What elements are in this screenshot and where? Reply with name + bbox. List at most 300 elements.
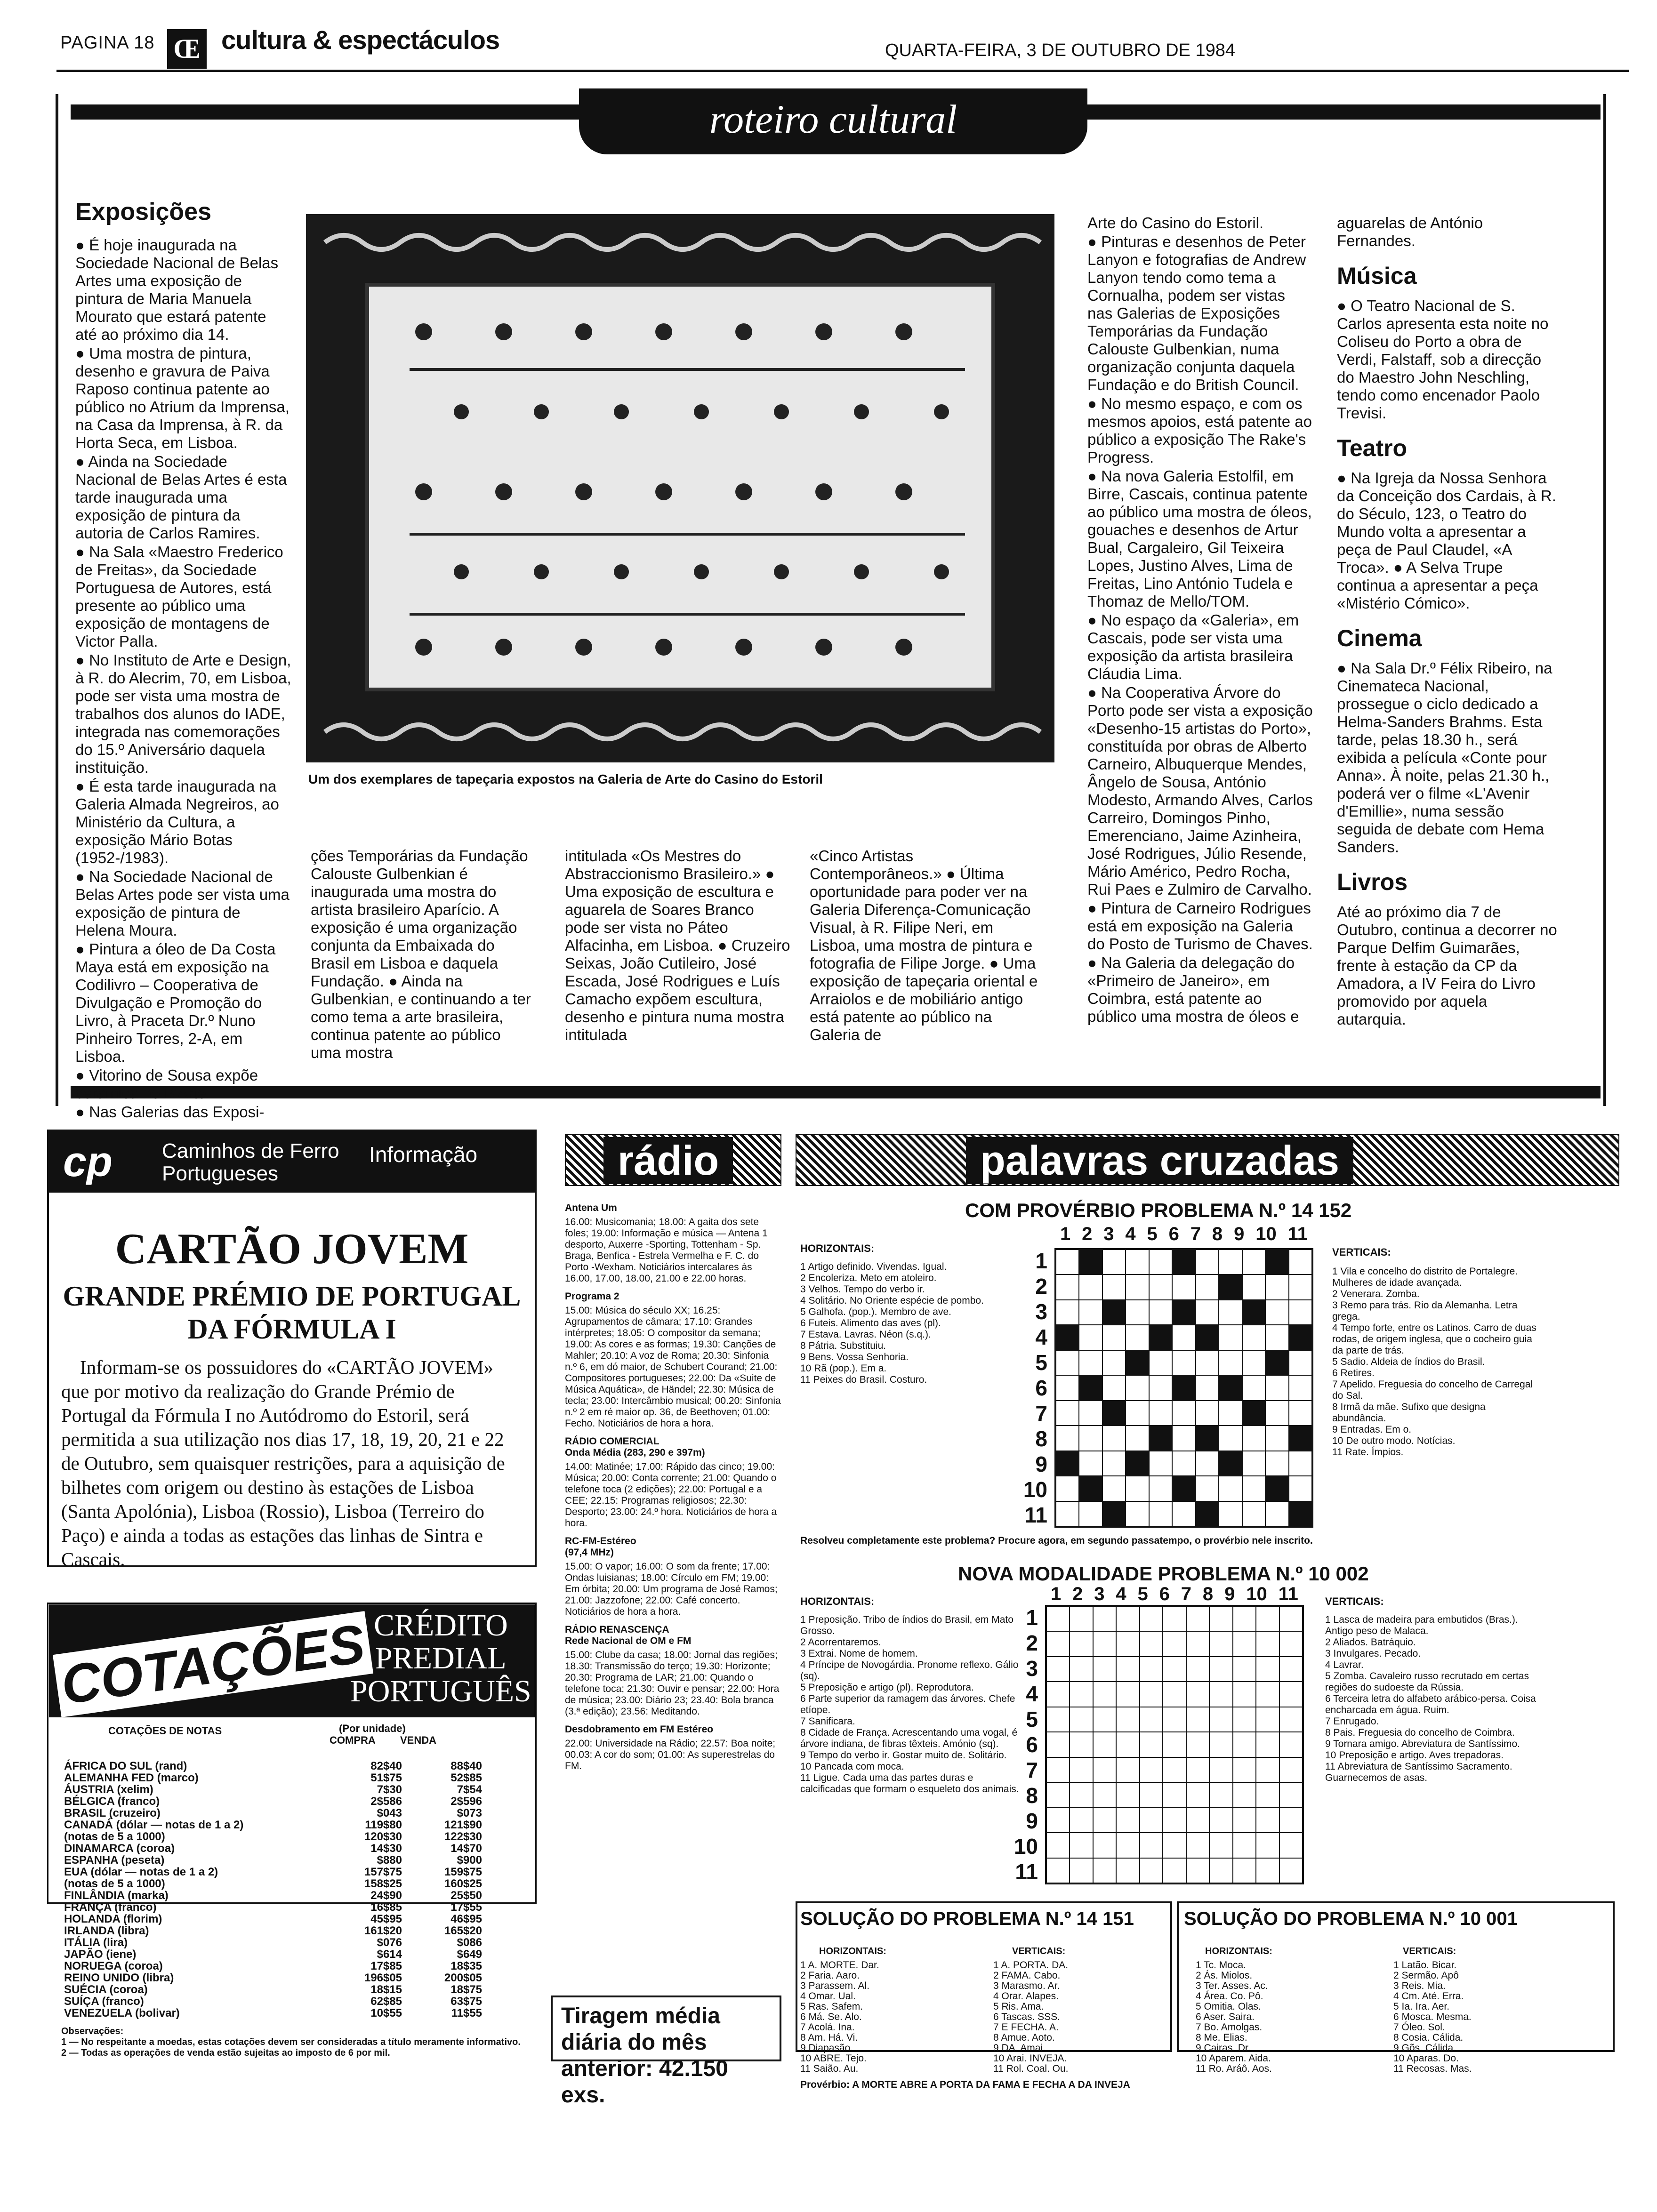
grid-cell[interactable]	[1056, 1375, 1079, 1400]
grid-cell[interactable]	[1219, 1325, 1242, 1350]
grid-row-number: 9	[1026, 1809, 1038, 1833]
bank-name-line1: CRÉDITO	[373, 1608, 508, 1643]
grid-cell[interactable]	[1289, 1250, 1312, 1274]
grid-cell[interactable]	[1279, 1732, 1303, 1757]
grid-cell[interactable]	[1140, 1808, 1163, 1833]
grid-cell[interactable]	[1056, 1426, 1079, 1451]
grid-cell[interactable]	[1233, 1757, 1256, 1782]
station-title: RC-FM-Estéreo	[565, 1536, 636, 1547]
grid-cell[interactable]	[1242, 1426, 1265, 1451]
grid-cell[interactable]	[1265, 1325, 1288, 1350]
news-item: ● Na Sala Dr.º Félix Ribeiro, na Cinemateca Nacional, prossegue o ciclo dedicado a Helma-Sanders Brahms. Esta tarde, pelas 18.30 h., será exibida a película «Conte pour Anna». À noite, pelas 21.30 h., poderá ver o filme «L'Avenir d'Emillie», numa sessão seguida de debate com Hema Sanders.	[1337, 659, 1552, 856]
grid-cell[interactable]	[1279, 1782, 1303, 1807]
teatro-heading: Teatro	[1337, 435, 1408, 461]
grid-cell[interactable]	[1233, 1657, 1256, 1682]
grid-cell[interactable]	[1163, 1782, 1186, 1807]
clue: 11 Abreviatura de Santíssimo Sacramento. Guarnecemos de asas.	[1325, 1761, 1512, 1783]
grid-cell[interactable]	[1186, 1858, 1209, 1883]
grid-cell[interactable]	[1070, 1757, 1093, 1782]
grid-cell[interactable]	[1233, 1782, 1256, 1807]
grid-cell[interactable]	[1265, 1501, 1288, 1526]
circulation-box: Tiragem média diária do mês anterior: 42.150 exs.	[551, 1996, 781, 2061]
grid-cell[interactable]	[1093, 1657, 1116, 1682]
cp-company-line1: Caminhos de Ferro	[162, 1139, 339, 1162]
cp-company-line2: Portugueses	[162, 1162, 279, 1185]
grid-cell[interactable]	[1196, 1401, 1219, 1426]
solution-entry: 11 Saião. Au.	[800, 2063, 859, 2074]
grid-cell[interactable]	[1186, 1757, 1209, 1782]
grid-cell	[1126, 1350, 1149, 1375]
grid-cell[interactable]	[1279, 1757, 1303, 1782]
solution-entry: 1 Latão. Bicar.	[1393, 1960, 1457, 1971]
grid-cell[interactable]	[1219, 1350, 1242, 1375]
grid-cell[interactable]	[1093, 1631, 1116, 1656]
grid-cell[interactable]	[1140, 1707, 1163, 1732]
grid-cell	[1172, 1300, 1195, 1325]
grid-row-number: 7	[1035, 1401, 1047, 1426]
grid-cell[interactable]	[1209, 1782, 1232, 1807]
grid-cell[interactable]	[1279, 1631, 1303, 1656]
clue: 7 Estava. Lavras. Néon (s.q.).	[800, 1329, 931, 1340]
grid-cell[interactable]	[1279, 1606, 1303, 1631]
grid-cell[interactable]	[1070, 1808, 1093, 1833]
grid-cell[interactable]	[1265, 1375, 1288, 1400]
cotacao-buy: 82$40	[370, 1760, 402, 1772]
grid-cell[interactable]	[1186, 1631, 1209, 1656]
clue: 1 Vila e concelho do distrito de Portalegre. Mulheres de idade avançada.	[1332, 1266, 1518, 1288]
grid-cell[interactable]	[1186, 1657, 1209, 1682]
grid-cell[interactable]	[1242, 1274, 1265, 1299]
grid-cell[interactable]	[1116, 1858, 1139, 1883]
grid-cell[interactable]	[1163, 1858, 1186, 1883]
grid-cell[interactable]	[1265, 1451, 1288, 1476]
grid-cell[interactable]	[1256, 1757, 1279, 1782]
grid-cell[interactable]	[1289, 1300, 1312, 1325]
grid-cell	[1079, 1250, 1102, 1274]
grid-col-number: 11	[1287, 1224, 1308, 1244]
grid-cell[interactable]	[1172, 1325, 1195, 1350]
cotacao-buy: 51$75	[370, 1771, 402, 1784]
grid-cell[interactable]	[1126, 1401, 1149, 1426]
grid-cell[interactable]	[1209, 1682, 1232, 1707]
grid-cell[interactable]	[1196, 1300, 1219, 1325]
grid-cell[interactable]	[1196, 1350, 1219, 1375]
grid-cell[interactable]	[1070, 1732, 1093, 1757]
grid-cell[interactable]	[1186, 1707, 1209, 1732]
grid-cell[interactable]	[1279, 1682, 1303, 1707]
cotacao-buy: 16$85	[370, 1901, 402, 1914]
grid-cell[interactable]	[1209, 1606, 1232, 1631]
news-item: ● No espaço da «Galeria», em Cascais, pode ser vista uma exposição da artista brasileira Cláudia Lima.	[1087, 611, 1299, 682]
grid-cell[interactable]	[1126, 1325, 1149, 1350]
bottom-band	[71, 1086, 1601, 1098]
grid-cell[interactable]	[1163, 1631, 1186, 1656]
grid-row-number: 3	[1035, 1299, 1047, 1324]
grid-cell[interactable]	[1140, 1606, 1163, 1631]
grid-cell[interactable]	[1163, 1657, 1186, 1682]
grid-cell[interactable]	[1070, 1782, 1093, 1807]
grid-cell[interactable]	[1149, 1274, 1172, 1299]
grid-cell[interactable]	[1289, 1274, 1312, 1299]
grid-cell[interactable]	[1116, 1732, 1139, 1757]
grid-cell[interactable]	[1140, 1657, 1163, 1682]
clue: 7 Enrugado.	[1325, 1716, 1379, 1727]
grid-cell[interactable]	[1140, 1858, 1163, 1883]
grid-cell[interactable]	[1102, 1250, 1126, 1274]
grid-cell[interactable]	[1172, 1274, 1195, 1299]
grid-cell[interactable]	[1265, 1426, 1288, 1451]
cotacao-buy: 10$55	[370, 2007, 402, 2020]
grid-cell[interactable]	[1265, 1300, 1288, 1325]
grid-cell	[1265, 1250, 1288, 1274]
grid-cell	[1265, 1350, 1288, 1375]
solution-entry: 2 Faria. Aaro.	[800, 1970, 860, 1981]
grid-cell[interactable]	[1070, 1682, 1093, 1707]
grid-cell[interactable]	[1233, 1808, 1256, 1833]
clue: 1 Preposição. Tribo de índios do Brasil, em Mato Grosso.	[800, 1614, 1014, 1636]
grid-cell[interactable]	[1140, 1833, 1163, 1858]
grid-cell[interactable]	[1163, 1606, 1186, 1631]
roteiro-banner: roteiro cultural	[579, 88, 1087, 154]
cotacao-sell: 52$85	[450, 1771, 482, 1784]
grid-cell[interactable]	[1256, 1833, 1279, 1858]
grid-cell[interactable]	[1256, 1682, 1279, 1707]
grid-cell[interactable]	[1102, 1350, 1126, 1375]
grid-cell[interactable]	[1046, 1757, 1070, 1782]
grid-cell[interactable]	[1233, 1858, 1256, 1883]
grid-cell[interactable]	[1093, 1757, 1116, 1782]
grid-cell[interactable]	[1233, 1732, 1256, 1757]
grid-cell[interactable]	[1093, 1858, 1116, 1883]
grid-cell[interactable]	[1102, 1274, 1126, 1299]
grid-cell[interactable]	[1242, 1350, 1265, 1375]
grid-cell[interactable]	[1116, 1707, 1139, 1732]
solution-entry: 7 Acolá. Ina.	[800, 2022, 855, 2033]
grid-cell[interactable]	[1186, 1808, 1209, 1833]
grid-cell[interactable]	[1149, 1375, 1172, 1400]
grid-cell[interactable]	[1070, 1858, 1093, 1883]
grid-cell[interactable]	[1149, 1401, 1172, 1426]
grid-cell[interactable]	[1256, 1657, 1279, 1682]
cotacao-row	[61, 1772, 485, 1784]
grid-cell[interactable]	[1242, 1375, 1265, 1400]
grid-cell[interactable]	[1102, 1375, 1126, 1400]
grid-cell[interactable]	[1242, 1451, 1265, 1476]
grid-cell[interactable]	[1126, 1300, 1149, 1325]
grid-cell[interactable]	[1102, 1426, 1126, 1451]
solution-entry: 6 Má. Se. Alo.	[800, 2012, 862, 2022]
grid-cell[interactable]	[1149, 1476, 1172, 1501]
cotacao-row	[61, 1890, 485, 1901]
solution-entry: 5 Ris. Ama.	[993, 2001, 1044, 2012]
grid-cell[interactable]	[1163, 1833, 1186, 1858]
grid-cell[interactable]	[1279, 1833, 1303, 1858]
grid-cell[interactable]	[1186, 1782, 1209, 1807]
grid-cell[interactable]	[1079, 1501, 1102, 1526]
text-column-5	[1087, 214, 1313, 1026]
grid-cell	[1149, 1426, 1172, 1451]
grid-cell[interactable]	[1219, 1300, 1242, 1325]
grid-cell[interactable]	[1070, 1833, 1093, 1858]
grid-cell[interactable]	[1056, 1250, 1079, 1274]
clue: 5 Sadio. Aldeia de índios do Brasil.	[1332, 1356, 1485, 1367]
grid-cell[interactable]	[1163, 1707, 1186, 1732]
grid-cell[interactable]	[1256, 1732, 1279, 1757]
sol2-verticais	[1393, 1960, 1549, 2074]
grid-cell[interactable]	[1265, 1274, 1288, 1299]
grid-cell[interactable]	[1279, 1808, 1303, 1833]
grid-cell[interactable]	[1079, 1274, 1102, 1299]
cotacao-buy: 18$15	[370, 1983, 402, 1996]
grid-cell[interactable]	[1219, 1250, 1242, 1274]
grid-cell	[1172, 1250, 1195, 1274]
station-subtitle: Rede Nacional de OM e FM	[565, 1635, 692, 1646]
grid-cell[interactable]	[1079, 1350, 1102, 1375]
grid-cell[interactable]	[1046, 1606, 1070, 1631]
grid-cell[interactable]	[1209, 1707, 1232, 1732]
grid-cell[interactable]	[1279, 1707, 1303, 1732]
sol2-h-label: HORIZONTAIS:	[1205, 1946, 1272, 1956]
grid-cell[interactable]	[1172, 1426, 1195, 1451]
grid-cell[interactable]	[1196, 1476, 1219, 1501]
grid-cell	[1102, 1300, 1126, 1325]
grid-cell[interactable]	[1209, 1808, 1232, 1833]
grid-cell[interactable]	[1126, 1375, 1149, 1400]
grid-cell[interactable]	[1149, 1300, 1172, 1325]
grid-cell[interactable]	[1093, 1606, 1116, 1631]
grid-cell[interactable]	[1265, 1401, 1288, 1426]
grid-cell	[1079, 1375, 1102, 1400]
grid-cell[interactable]	[1242, 1476, 1265, 1501]
grid-cell[interactable]	[1046, 1782, 1070, 1807]
grid-cell[interactable]	[1149, 1451, 1172, 1476]
grid-cell[interactable]	[1140, 1757, 1163, 1782]
station-title: Antena Um	[565, 1202, 617, 1213]
frame-left	[56, 94, 58, 1106]
text-column: intitulada «Os Mestres do Abstraccionismo Brasileiro.» ● Uma exposição de escultura e aguarela de Soares Branco pode ser vista no Páteo Alfacinha, em Lisboa. ● Cruzeiro Seixas, João Cutileiro, José Escada, José Rodrigues e Luís Camacho expõem escultura, desenho e pintura numa mostra intitulada	[565, 847, 790, 1043]
grid-cell[interactable]	[1126, 1426, 1149, 1451]
news-item: ● É hoje inaugurada na Sociedade Nacional de Belas Artes uma exposição de pintura de Maria Manuela Mourato que estará patente até ao próximo dia 14.	[75, 236, 279, 343]
grid-cell[interactable]	[1093, 1808, 1116, 1833]
cotacao-currency: EUA (dólar — notas de 1 a 2)	[64, 1866, 218, 1878]
cotacao-buy: 62$85	[370, 1995, 402, 2008]
cotacao-row	[61, 1972, 485, 1984]
grid-col-number: 8	[1202, 1584, 1214, 1604]
grid-cell	[1102, 1501, 1126, 1526]
grid-cell[interactable]	[1186, 1606, 1209, 1631]
grid-cell[interactable]	[1242, 1250, 1265, 1274]
grid-cell[interactable]	[1233, 1606, 1256, 1631]
cotacao-buy: 120$30	[364, 1830, 402, 1843]
p2-verticais-label: VERTICAIS:	[1325, 1595, 1384, 1607]
grid-cell[interactable]	[1070, 1657, 1093, 1682]
grid-cell[interactable]	[1046, 1808, 1070, 1833]
grid-cell[interactable]	[1196, 1451, 1219, 1476]
grid-cell[interactable]	[1093, 1782, 1116, 1807]
grid-cell[interactable]	[1149, 1250, 1172, 1274]
grid-cell[interactable]	[1116, 1606, 1139, 1631]
solution-entry: 8 Me. Elias.	[1196, 2032, 1247, 2043]
crossword-grid-2[interactable]	[1045, 1605, 1304, 1884]
grid-cell[interactable]	[1056, 1401, 1079, 1426]
grid-cell[interactable]	[1279, 1657, 1303, 1682]
grid-cell[interactable]	[1209, 1858, 1232, 1883]
grid-cell[interactable]	[1093, 1833, 1116, 1858]
grid-cell[interactable]	[1186, 1833, 1209, 1858]
grid-cell[interactable]	[1219, 1476, 1242, 1501]
grid-cell[interactable]	[1116, 1782, 1139, 1807]
news-item: ● Ainda na Sociedade Nacional de Belas Artes é esta tarde inaugurada uma exposição de pintura da autoria de Carlos Ramires.	[75, 453, 287, 542]
grid-cell[interactable]	[1046, 1631, 1070, 1656]
cotacao-sell: $900	[457, 1854, 482, 1867]
grid-cell[interactable]	[1209, 1657, 1232, 1682]
cotacao-currency: CANADÁ (dólar — notas de 1 a 2)	[64, 1819, 244, 1831]
grid-cell[interactable]	[1070, 1631, 1093, 1656]
grid-cell[interactable]	[1116, 1682, 1139, 1707]
cotacao-buy: 2$586	[370, 1795, 402, 1808]
grid-cell[interactable]	[1233, 1682, 1256, 1707]
grid-cell[interactable]	[1256, 1606, 1279, 1631]
grid-cell[interactable]	[1140, 1732, 1163, 1757]
grid-cell[interactable]	[1233, 1707, 1256, 1732]
crossword-grid-1[interactable]	[1054, 1248, 1313, 1528]
grid-cell[interactable]	[1046, 1732, 1070, 1757]
cotacao-row	[61, 1913, 485, 1925]
grid-cell[interactable]	[1093, 1682, 1116, 1707]
grid-cell[interactable]	[1093, 1732, 1116, 1757]
grid-cell[interactable]	[1149, 1350, 1172, 1375]
cp-info-label: Informação	[369, 1142, 478, 1167]
news-item: ● Pintura de Carneiro Rodrigues está em exposição na Galeria do Posto de Turismo de Chaves.	[1087, 899, 1313, 953]
grid-cell[interactable]	[1209, 1833, 1232, 1858]
grid-cell[interactable]	[1140, 1631, 1163, 1656]
grid-cell[interactable]	[1256, 1631, 1279, 1656]
grid-cell[interactable]	[1163, 1732, 1186, 1757]
grid-cell[interactable]	[1116, 1833, 1139, 1858]
grid-cell[interactable]	[1163, 1808, 1186, 1833]
grid-cell[interactable]	[1046, 1682, 1070, 1707]
station-title: Desdobramento em FM Estéreo	[565, 1724, 714, 1735]
grid-cell[interactable]	[1046, 1858, 1070, 1883]
cotacao-currency: ALEMANHA FED (marco)	[64, 1771, 199, 1784]
grid-cell[interactable]	[1256, 1858, 1279, 1883]
grid-col-number: 4	[1116, 1584, 1126, 1604]
grid-cell[interactable]	[1219, 1426, 1242, 1451]
grid-cell	[1289, 1426, 1312, 1451]
grid-cell[interactable]	[1046, 1707, 1070, 1732]
grid-cell[interactable]	[1209, 1732, 1232, 1757]
grid-cell[interactable]	[1116, 1657, 1139, 1682]
grid-cell[interactable]	[1056, 1476, 1079, 1501]
grid-cell[interactable]	[1163, 1682, 1186, 1707]
grid-cell[interactable]	[1256, 1808, 1279, 1833]
grid-cell[interactable]	[1116, 1631, 1139, 1656]
grid-cell	[1126, 1451, 1149, 1476]
grid-cell	[1242, 1300, 1265, 1325]
grid-cell[interactable]	[1140, 1782, 1163, 1807]
grid-cell[interactable]	[1209, 1757, 1232, 1782]
grid-cell[interactable]	[1126, 1274, 1149, 1299]
grid-cell[interactable]	[1056, 1300, 1079, 1325]
grid-cell[interactable]	[1126, 1501, 1149, 1526]
grid-cell[interactable]	[1289, 1476, 1312, 1501]
grid-cell[interactable]	[1093, 1707, 1116, 1732]
grid-cell[interactable]	[1209, 1631, 1232, 1656]
grid-cell[interactable]	[1196, 1375, 1219, 1400]
clue: 2 Aliados. Batráquio.	[1325, 1637, 1416, 1648]
clue: 11 Peixes do Brasil. Costuro.	[800, 1374, 927, 1385]
grid-cell[interactable]	[1289, 1401, 1312, 1426]
grid-cell[interactable]	[1289, 1451, 1312, 1476]
grid-cell[interactable]	[1056, 1350, 1079, 1375]
radio-listings	[565, 1202, 781, 1772]
grid-cell[interactable]	[1056, 1274, 1079, 1299]
grid-cell[interactable]	[1102, 1451, 1126, 1476]
grid-cell[interactable]	[1079, 1300, 1102, 1325]
grid-cell[interactable]	[1079, 1451, 1102, 1476]
clue: 3 Extrai. Nome de homem.	[800, 1648, 918, 1659]
cp-body: Informam-se os possuidores do «CARTÃO JOVEM» que por motivo da realização do Grande Prémio de Portugal da Fórmula I no Autódromo do Estoril, será permitida a sua utilização nos dias 17, 18, 19, 20, 21 e 22 de Outubro, sem quaisquer restrições, para a aquisição de bilhetes com origem ou destino às estações de Lisboa (Santa Apolónia), Lisboa (Rossio), Lisboa (Terreiro do Paço) e ainda a todas as estações das linhas de Sintra e Cascais.	[61, 1356, 505, 1570]
grid-cell[interactable]	[1079, 1325, 1102, 1350]
grid-cell[interactable]	[1242, 1325, 1265, 1350]
solution-entry: 9 DA. Amai.	[993, 2043, 1046, 2053]
grid-cell[interactable]	[1256, 1707, 1279, 1732]
grid-cell[interactable]	[1102, 1476, 1126, 1501]
grid-cell[interactable]	[1102, 1325, 1126, 1350]
grid-cell[interactable]	[1070, 1707, 1093, 1732]
grid-cell[interactable]	[1233, 1631, 1256, 1656]
clue: 7 Apelido. Freguesia do concelho de Carregal do Sal.	[1332, 1379, 1533, 1401]
grid-cell[interactable]	[1186, 1732, 1209, 1757]
grid-cell[interactable]	[1079, 1401, 1102, 1426]
grid-cell[interactable]	[1163, 1757, 1186, 1782]
grid-cell[interactable]	[1149, 1501, 1172, 1526]
header-rule	[56, 70, 1629, 72]
grid-cell[interactable]	[1070, 1606, 1093, 1631]
grid-cell[interactable]	[1219, 1501, 1242, 1526]
grid-cell[interactable]	[1079, 1426, 1102, 1451]
grid-cell[interactable]	[1172, 1501, 1195, 1526]
grid-cell[interactable]	[1126, 1476, 1149, 1501]
grid-cell[interactable]	[1046, 1657, 1070, 1682]
grid-cell[interactable]	[1172, 1350, 1195, 1375]
grid-cell[interactable]	[1046, 1833, 1070, 1858]
grid-col-number: 6	[1159, 1584, 1170, 1604]
grid-cell[interactable]	[1233, 1833, 1256, 1858]
clue: 4 Príncipe de Novogárdia. Pronome reflexo. Gálio (sq).	[800, 1659, 1019, 1682]
grid-cell[interactable]	[1279, 1858, 1303, 1883]
grid-cell[interactable]	[1289, 1375, 1312, 1400]
grid-cell[interactable]	[1196, 1274, 1219, 1299]
solution-entry: 3 Ter. Asses. Ac.	[1196, 1980, 1268, 1991]
grid-cell[interactable]	[1126, 1250, 1149, 1274]
grid-cell[interactable]	[1116, 1757, 1139, 1782]
grid-cell[interactable]	[1172, 1451, 1195, 1476]
grid-cell[interactable]	[1186, 1682, 1209, 1707]
grid-cell[interactable]	[1219, 1401, 1242, 1426]
clue: 2 Encoleriza. Meto em atoleiro.	[800, 1273, 937, 1283]
grid-cell[interactable]	[1172, 1401, 1195, 1426]
grid-cell[interactable]	[1196, 1250, 1219, 1274]
grid-cell[interactable]	[1289, 1350, 1312, 1375]
grid-cell[interactable]	[1256, 1782, 1279, 1807]
grid-cell[interactable]	[1242, 1501, 1265, 1526]
cot-unit: (Por unidade)	[339, 1723, 406, 1734]
grid-cell[interactable]	[1056, 1501, 1079, 1526]
grid-cell[interactable]	[1140, 1682, 1163, 1707]
clue: 6 Futeis. Alimento das aves (pl).	[800, 1318, 941, 1329]
grid-cell[interactable]	[1116, 1808, 1139, 1833]
